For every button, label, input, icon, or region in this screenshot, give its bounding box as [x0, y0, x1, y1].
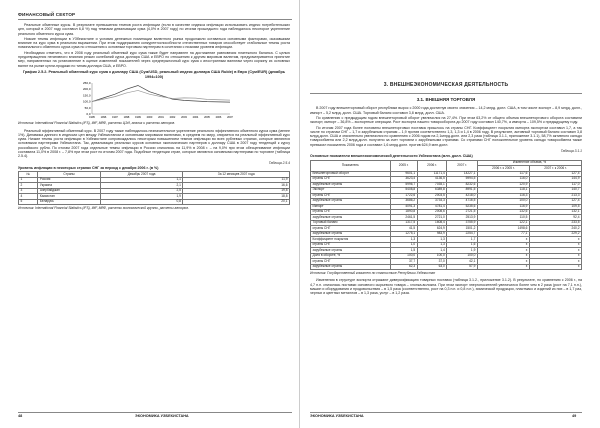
table-cell: 3623,4 [390, 177, 417, 182]
table-cell: х [477, 264, 529, 269]
table-body [311, 171, 582, 270]
table-cell: х [529, 237, 581, 242]
table-cell: 100,0 [417, 253, 447, 258]
table-cell: 2,1 [100, 183, 183, 188]
table-cell: 16,6 [183, 183, 290, 188]
table-cell: 2 [19, 183, 38, 188]
table-cell: 1 [19, 177, 38, 182]
table-cell: 229,2 [529, 231, 581, 236]
header-cell: 2007 г. [447, 160, 478, 171]
paragraph: Необходимо отметить, что в 2008 году реальный обменный курс сума также будет направлен на достижение равновесия платежного баланса. С целью предотвращения негативного влияния резких колебаний курса доллара США и ЕВРО по отношению к другим мировым валютам, предусматривается принятие мер, направленных на установление в оценке изменений показателей через среднерыночный курс сума к иностранным валютам через корзину из основных валют на рынке купли-продажи по типам доллара США, и ЕВРО. [18, 50, 290, 68]
table-cell: 1501,2 [447, 226, 478, 231]
table-cell: 116,9 [477, 204, 529, 209]
paragraph: Реальные обменные курсы. В результате превышения темпов роста инфляции (если в качестве индекса инфляции использовать индекс потребительских цен, который в 2007 году составил 6,8 %) над темпами девальвации сума (4,0% в 2007 году) по итогам прошедшего года наблюдалось некоторое укрепление реального обменного курса сума. [18, 23, 290, 36]
table-cell: 6389,8 [417, 188, 447, 193]
table-cell: 1,5 [390, 248, 417, 253]
x-tick-label: 1999 [135, 116, 141, 120]
footer-title: ЭКОНОМИКА УЗБЕКИСТАНА [310, 414, 364, 418]
table-cell: зарубежные страны [311, 248, 391, 253]
y-tick-label: 50,0 [84, 106, 91, 111]
table-cell: страны СНГ [311, 177, 391, 182]
table-cell: 14227,1 [447, 171, 478, 176]
section-title: 3. ВНЕШНЕЭКОНОМИЧЕСКАЯ ДЕЯТЕЛЬНОСТЬ [383, 82, 509, 88]
table-cell: 3686,2 [390, 199, 417, 204]
table-cell: Доля в обороте, % [311, 253, 391, 258]
x-tick-label: 2005 [204, 116, 210, 120]
figure-caption: Источник: International Financial Statistics (IFS), IMF, МВФ, расчеты ЦЭИ, анализ и расчеты авторов. [18, 121, 176, 126]
table-cell: 122,1 [477, 220, 529, 225]
table-cell: 1,3 [390, 237, 417, 242]
table-cell: 132,6 [477, 210, 529, 215]
table-cell: 1,9 [100, 194, 183, 199]
table-cell: 2721,0 [417, 215, 447, 220]
right-column [310, 14, 582, 297]
header-cell: 2005 г. [390, 160, 417, 171]
table-cell: 233,5 [529, 220, 581, 225]
running-head: ФИНАНСОВЫЙ СЕКТОР [18, 12, 76, 17]
table-cell: 240,2 [529, 226, 581, 231]
table-cell: 1890,8 [390, 210, 417, 215]
table-cell: 1275,1 [390, 231, 417, 236]
right-page [300, 0, 600, 428]
paragraph: По сравнению с предыдущим годом внешнеторговый оборот увеличился на 27,4%. При этом 63,2% от общего объема внешнеторгового оборота составили экспорт, импорт – 36,8% – экспортные операции. Рост экспорта нашего товарооборота до 2007 году составил 140,7%, а импорта – 109,5% к предыдущему году. [310, 115, 582, 125]
header-cell: 2007 г. к 2006 г. [529, 166, 581, 171]
table-cell: 2513,9 [447, 215, 478, 220]
table-cell: х [477, 248, 529, 253]
x-tick-label: 2001 [158, 116, 164, 120]
table-cell: зарубежные страны [311, 182, 391, 187]
exchange-rate-chart [74, 80, 234, 120]
inflation-table [18, 171, 290, 205]
table-cell: страны СНГ [311, 259, 391, 264]
page-number: 48 [18, 414, 23, 418]
page-number: 49 [572, 414, 577, 418]
paragraph: В 2007 году внешнеторговый оборот республики вырос с 2000 года достигнув своего значения – 14,2 млрд. долл. США, в том числе экспорт – 8,9 млрд. долл., импорт – 5,2 млрд. долл. США. Торговый баланс составил 3,8 млрд. долл. США. [310, 106, 582, 115]
table-cell: х [477, 237, 529, 242]
table-cell: 42,1 [447, 259, 478, 264]
table-cell: 37,0 [417, 259, 447, 264]
table-cell: 41,5 [390, 226, 417, 231]
y-tick-label: 250,0 [82, 81, 91, 86]
table-cell: 63,0 [417, 264, 447, 269]
x-tick-label: 2002 [169, 116, 176, 120]
footer-rule [310, 412, 582, 413]
table-cell: 110,5 [477, 215, 529, 220]
table-caption: Источник: International Financial Statistics (IFS), IMF, МВФ, расчеты экономической группы, расчеты авторов. [18, 206, 189, 211]
table-number: Таблица 2.5.4 [268, 160, 290, 165]
table-cell: 118,1 [477, 188, 529, 193]
table-cell: х [529, 264, 581, 269]
table-cell: страны СНГ [311, 193, 391, 198]
header-cell: Показатель [311, 160, 391, 171]
table-cell: 5994,5 [447, 177, 478, 182]
table-cell: 1722,6 [390, 193, 417, 198]
table-cell: х [477, 259, 529, 264]
table-cell: 3734,3 [417, 199, 447, 204]
table-cell: 62,3 [390, 264, 417, 269]
table-cell: 3 [19, 188, 38, 193]
left-column [18, 23, 290, 213]
left-paragraphs-top [18, 23, 290, 68]
series-line-2 [92, 91, 230, 102]
x-tick-label: 1998 [123, 116, 130, 120]
left-paragraphs-mid [18, 129, 290, 159]
table-cell: Импорт [311, 204, 391, 209]
table-cell: х [529, 259, 581, 264]
table-cell: 132,1 [529, 210, 581, 215]
table-cell: 18,8 [183, 194, 290, 199]
table-cell: 2721,5 [447, 210, 478, 215]
table-cell: 57,9 [447, 264, 478, 269]
table-cell: Внешнеторговый оборот [311, 171, 391, 176]
table-cell: 19,8 [183, 188, 290, 193]
x-tick-label: 2000 [146, 116, 153, 120]
y-tick-label: 200,0 [82, 87, 91, 92]
table-cell: 8991,5 [447, 188, 478, 193]
table-cell: зарубежные страны [311, 215, 391, 220]
table-cell: 2,5 [100, 188, 183, 193]
table-cell: 213,3 [529, 193, 581, 198]
table-cell: 4 [19, 194, 38, 199]
table-cell: 1608,4 [417, 220, 447, 225]
header-group-cell: Изменение объема, % [477, 160, 581, 165]
table-cell: Азербайджан [38, 188, 100, 193]
table-cell: 144,9 [529, 177, 581, 182]
header-rule [18, 19, 292, 20]
table-cell: 9601,1 [390, 171, 417, 176]
table-cell: 20,1 [183, 199, 290, 204]
right-paragraphs-top [310, 106, 582, 147]
table-cell: 7035,1 [417, 182, 447, 187]
table-cell: 5 [19, 199, 38, 204]
table-cell: 624,9 [417, 226, 447, 231]
table-cell: 37,7 [390, 259, 417, 264]
table-cell: 100,0 [477, 199, 529, 204]
table-cell: 1,1 [100, 177, 183, 182]
table-cell: х [529, 248, 581, 253]
table-cell: 1,9 [447, 248, 478, 253]
section-rule [310, 93, 582, 94]
trade-table [310, 160, 582, 271]
table-number: Таблица 3.1.1 [560, 149, 582, 154]
table-cell: страны СНГ [311, 226, 391, 231]
paragraph: Низкие темпы инфляции в УЗбекистане и условия денежных номинации валютного рынка продолжили оставаться основными факторами, оказавшими влияние на курс сума в реальном выражении. При этом поддержанию конкурентоспособности отечественных товаров способствует стабильные темпы роста номинального обменного курса сума по отношению к основным торговым партнерам в сочетании с низкими уровнем инфляции. [18, 36, 290, 50]
header-cell: № [19, 172, 38, 177]
table-cell: х [477, 242, 529, 247]
table-cell: 4781,4 [417, 204, 447, 209]
table-cell: 1,0 [390, 242, 417, 247]
y-tick-label: 100,0 [82, 100, 91, 105]
table-cell: 117,6 [477, 171, 529, 176]
table-cell: Торговый баланс [311, 220, 391, 225]
table-cell: 109,5 [529, 204, 581, 209]
table-cell: Россия [38, 177, 100, 182]
table-cell: 5235,6 [447, 204, 478, 209]
x-tick-label: 1997 [112, 116, 118, 120]
subsection-title: 3.1. ВНЕШНЯЯ ТОРГОВЛЯ [416, 96, 476, 102]
table-cell: 100,0 [447, 253, 478, 258]
table-cell: 116,0 [477, 177, 529, 182]
table-cell: 116,3 [477, 193, 529, 198]
x-tick-label: 1995 [89, 116, 95, 120]
x-tick-label: 1996 [100, 116, 107, 120]
table-cell: 1,3 [417, 237, 447, 242]
table-cell: 2008,6 [417, 210, 447, 215]
table-title: Основные показатели внешнеэкономической деятельности Узбекистана (млн. долл. США) [310, 154, 473, 159]
table-cell: 92,4 [529, 215, 581, 220]
table-cell: Коэффициент покрытия [311, 237, 391, 242]
table-cell: х [477, 253, 529, 258]
table-cell: 4716,5 [447, 199, 478, 204]
footer-rule [18, 412, 292, 413]
table-cell: Экспорт [311, 188, 391, 193]
table-cell: 1,4 [417, 248, 447, 253]
table-cell: 8232,6 [447, 182, 478, 187]
paragraph: Изменения в структуре экспорта отражают диверсификацию товарных поставок (таблица 3.1.2., приложение 3.1.2). В результате, по сравнению с 2006 г., на 4,7 п.п. снизилась поставки основного сырьевого товара – хлопка-волокна. При этом экспорт энергоносителей увеличился более чем в 2 раза (рост на 7,1 п.п.), машин и оборудования и продовольствия – в 1,5 раза (соответственно, рост на 0,3 п.п. и 0,8 п.п.), химической продукции, пластмасс и изделий из них – в 1,7 раз, черных и цветных металлов – в 1,3 раза, услуг – в 1,2 раза. [310, 278, 582, 296]
table-cell: 1,7 [447, 237, 478, 242]
table-cell: зарубежные страны [311, 264, 391, 269]
x-tick-label: 2006 [215, 116, 222, 120]
table-row [19, 199, 290, 204]
header-cell: 2006 г. [417, 160, 447, 171]
table-cell: 983,9 [417, 231, 447, 236]
table-cell: Казахстан [38, 194, 100, 199]
figure-title: График 2.5.2. Реальный обменный курс сума к доллару США (Сум/USD, реальный индекс доллара США Ruble) в Евро (Сум/EUR) (декабрь 1994=100) [22, 69, 286, 79]
right-paragraphs-bottom [310, 278, 582, 295]
table-cell: Украина [38, 183, 100, 188]
table-cell: зарубежные страны [311, 199, 391, 204]
y-tick-label: 0,0 [86, 112, 91, 117]
table-cell: 140,7 [529, 188, 581, 193]
table-cell: 0,8 [100, 199, 183, 204]
header-cell: Декабрь 2007 года [100, 172, 183, 177]
table-cell: 120,9 [477, 182, 529, 187]
footer-title: ЭКОНОМИКА УЗБЕКИСТАНА [135, 414, 189, 418]
table-cell: х [529, 242, 581, 247]
table-cell: 117,0 [529, 182, 581, 187]
table-cell: 4218,0 [447, 193, 478, 198]
table-cell: 127,4 [529, 199, 581, 204]
table-cell: 1317,5 [390, 220, 417, 225]
table-cell: 4136,5 [417, 177, 447, 182]
table-cell: 2003,5 [417, 193, 447, 198]
table-cell: 5408,8 [390, 188, 417, 193]
table-cell: 11,9 [183, 177, 290, 182]
header-cell: 2006 г. к 2005 г. [477, 166, 529, 171]
table-cell: 2254,7 [447, 231, 478, 236]
x-tick-label: 2007 [227, 116, 233, 120]
paragraph: По итогам 2007 года более половины внешнеторговых поставок пришлось на страны СНГ. Коэффициент покрытия импорта экспортом составил 1,7, а так числе по странам СНГ – 1,7 и зарубежным странам – 1,9 против соответственно 1,3, 1,3 и 1,4 в 2006 году. В результате, активный торговый баланс составил 3,8 млрд.долл. США и значительно увеличился по сравнению с 2006 годом на 2,1млрд.долл. или 2,3 раза (таблица 3.1.1, приложение 3.1.1), 58,7% активного сальдо товарообмена или 2,2 млрд.долл. получено за счет торговли с зарубежными странами. Со странами СНГ положительное уровень сальдо товарообмена также превысил показатель 2006 года и составил 1,6 млрд.долл. против 624,9 млн.долл. [310, 125, 582, 147]
table-cell: 11171,4 [417, 171, 447, 176]
table-row [311, 264, 582, 269]
table-cell: Беларусь [38, 199, 100, 204]
header-cell: Страны [38, 172, 100, 177]
table-body [19, 177, 290, 204]
x-tick-label: 2003 [181, 116, 187, 120]
table-cell: 100,0 [390, 253, 417, 258]
table-caption: Источник: Государственный комитет по статистике Республики Узбекистан [310, 271, 436, 276]
table-cell: страны СНГ [311, 242, 391, 247]
table-cell: зарубежные страны [311, 231, 391, 236]
table-cell: 2461,5 [390, 215, 417, 220]
table-cell: х [529, 253, 581, 258]
paragraph: Реальный эффективный обменный курс. В 2007 году также наблюдалось незначительное укрепление реального эффективного обменного курса сума (менее 1%). Динамика данного в индексах цен между Узбекистаном и основными мировыми валютами, в среднем по миру, опирается на реальный эффективный курс сума. Низкие темпы роста инфляции в Узбекистане сопровождались некоторым повышением темпов инфляции во всех рублевых странах, которые являются основными партнерами Узбекистана. Так, девальвация реальных курсов основных экономических партнеров к доллару США в 2007 году тенденций к курсу российского рубля. По итогам 2007 года отдельные темпы инфляции в России снизились на 11,9% в 2008 г. – на 9,0% при этом обесценивание инфляции составила 11,0% в 2008 г. – 7,8% при этом рост по итогам 2007 года. Подобные тенденции стран, которые являются основными партнерами по торговле (таблица 2.5.4). [18, 128, 290, 159]
table-cell: 127,4 [529, 171, 581, 176]
table-cell: 3755,9 [447, 220, 478, 225]
table-cell: 1,6 [447, 242, 478, 247]
x-tick-label: 2004 [192, 116, 199, 120]
table-cell: 5996,7 [390, 182, 417, 187]
header-cell: За 12 месяцев 2007 года [183, 172, 290, 177]
table-cell: страны СНГ [311, 210, 391, 215]
table-title: Уровень инфляции в некоторых странах СНГ за период с декабря 2006 г. (в %) [18, 165, 159, 170]
y-tick-label: 150,0 [82, 93, 91, 98]
table-cell: 4091,3 [390, 204, 417, 209]
table-cell: 77,1 [477, 231, 529, 236]
table-cell: 1498,6 [477, 226, 529, 231]
table-cell: 1,3 [417, 242, 447, 247]
